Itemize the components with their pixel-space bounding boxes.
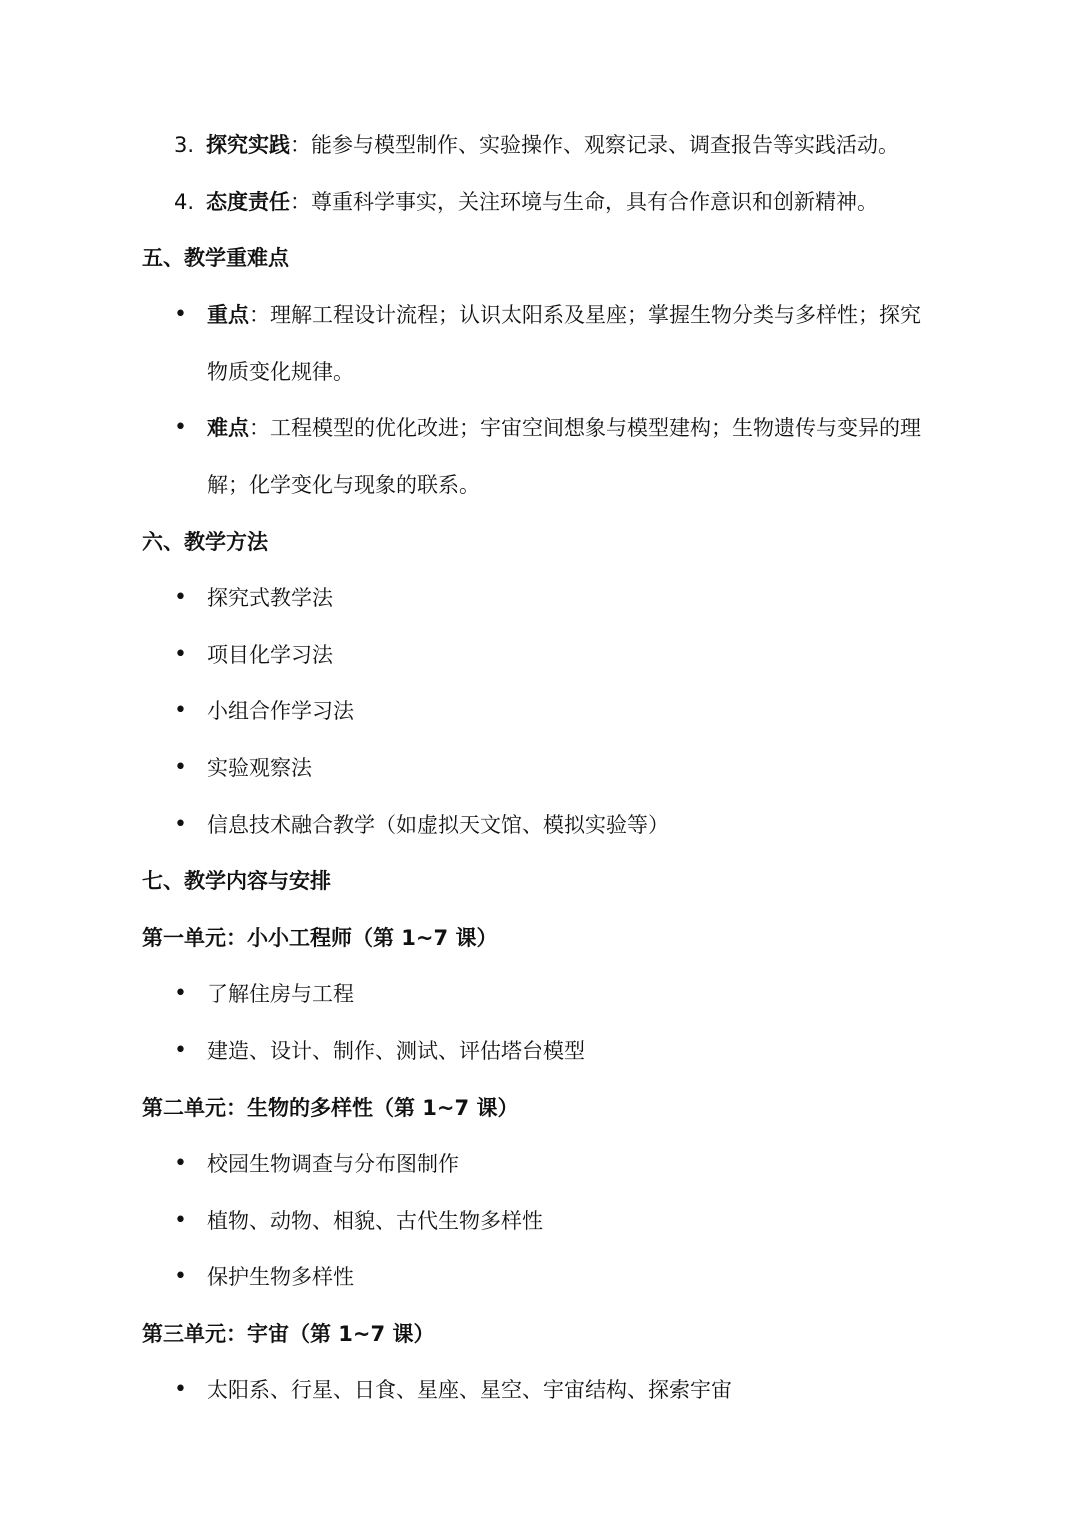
bullet-icon: •: [174, 981, 187, 1006]
key-point-line-2: 物质变化规律。: [207, 360, 354, 384]
bullet-icon: •: [174, 755, 187, 780]
bullet-icon: •: [174, 1377, 187, 1402]
unit-item: 植物、动物、相貌、古代生物多样性: [207, 1209, 543, 1233]
bullet-icon: •: [174, 585, 187, 610]
unit-item: 校园生物调查与分布图制作: [207, 1152, 459, 1176]
bullet-icon: •: [174, 812, 187, 837]
unit-item: 太阳系、行星、日食、星座、星空、宇宙结构、探索宇宙: [207, 1378, 732, 1402]
bullet-icon: •: [174, 698, 187, 723]
key-point-term: 重点: [207, 303, 249, 327]
difficult-point-text: ：工程模型的优化改进；宇宙空间想象与模型建构；生物遗传与变异的理: [249, 416, 921, 440]
goal-term: 态度责任: [206, 190, 290, 214]
bullet-icon: •: [174, 642, 187, 667]
method-item: 项目化学习法: [207, 643, 333, 667]
bullet-icon: •: [174, 415, 187, 440]
section-heading-content: 七、教学内容与安排: [142, 869, 331, 893]
key-point-line-1: [207, 300, 921, 330]
section-heading-key-points: 五、教学重难点: [142, 246, 289, 270]
method-item: 信息技术融合教学（如虚拟天文馆、模拟实验等）: [207, 813, 669, 837]
difficult-point-line-1: [207, 413, 921, 443]
unit-item: 建造、设计、制作、测试、评估塔台模型: [207, 1039, 585, 1063]
unit-title-3: 第三单元：宇宙（第 1~7 课）: [142, 1322, 435, 1346]
bullet-icon: •: [174, 1151, 187, 1176]
difficult-point-term: 难点: [207, 416, 249, 440]
bullet-icon: •: [174, 1264, 187, 1289]
method-item: 探究式教学法: [207, 586, 333, 610]
goal-term: 探究实践: [206, 133, 290, 157]
method-item: 小组合作学习法: [207, 699, 354, 723]
bullet-icon: •: [174, 302, 187, 327]
method-item: 实验观察法: [207, 756, 312, 780]
difficult-point-line-2: 解；化学变化与现象的联系。: [207, 473, 480, 497]
section-heading-methods: 六、教学方法: [142, 530, 268, 554]
unit-item: 了解住房与工程: [207, 982, 354, 1006]
goal-item-4: [174, 187, 878, 217]
unit-item: 保护生物多样性: [207, 1265, 354, 1289]
goal-number: 3.: [174, 133, 195, 157]
goal-number: 4.: [174, 190, 195, 214]
unit-title-1: 第一单元：小小工程师（第 1~7 课）: [142, 926, 498, 950]
bullet-icon: •: [174, 1208, 187, 1233]
bullet-icon: •: [174, 1038, 187, 1063]
key-point-text: ：理解工程设计流程；认识太阳系及星座；掌握生物分类与多样性；探究: [249, 303, 921, 327]
goal-text: ：尊重科学事实，关注环境与生命，具有合作意识和创新精神。: [290, 190, 878, 214]
goal-text: ：能参与模型制作、实验操作、观察记录、调查报告等实践活动。: [290, 133, 899, 157]
unit-title-2: 第二单元：生物的多样性（第 1~7 课）: [142, 1096, 519, 1120]
goal-item-3: [174, 130, 899, 160]
